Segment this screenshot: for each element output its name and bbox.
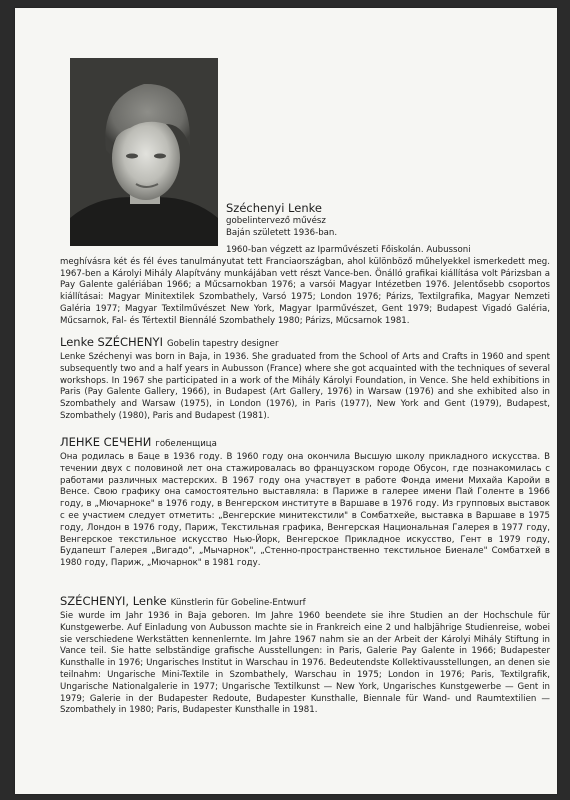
german-body-text: Sie wurde im Jahr 1936 in Baja geboren. Im Jahre 1960 beendete sie ihre Studien an der Hochschule für Kunstgewerbe. Auf Einladung von Aubusson machte sie in Frankreich eine 2 und halbjährige Studienreise, wobei sie verschiedene Werkstätten kennenlernte. Im Jahre 1967 nahm sie an der Arbeit der Károlyi Mihály Stiftung in Vance teil. Sie hatte selbständige grafische Ausstellungen: in Paris, Galerie Pay Galente in 1966; Budapester Kunsthalle in 1976; Ungarisches Institut in Warschau in 1976. Bedeutendste Kollektivausstellungen, an denen sie teilnahm: Ungarische Mini-Textile in Szombathely, Warschau in 1975; London in 1976; Paris, Textilgrafik, Ungarische Nationalgalerie in 1977; Ungarische Textilkunst — New York, Ungarisches Kunstgewerbe — Gent in 1979; Galerie in der Budapester Redoute, Budapester Kunsthalle, Biennale für Wand- und Raumtextilien — Szombathely in 1980; Paris, Budapester Kunsthalle in 1981.	[60, 611, 550, 716]
russian-subtitle: гобеленщица	[155, 439, 217, 449]
russian-name: ЛЕНКЕ СЕЧЕНИ	[60, 435, 152, 449]
hungarian-biography	[60, 245, 550, 328]
german-subtitle: Künstlerin für Gobeline-Entwurf	[170, 598, 306, 608]
english-section	[60, 335, 550, 423]
russian-section	[60, 435, 550, 570]
russian-heading	[60, 435, 550, 452]
english-body-text: Lenke Széchenyi was born in Baja, in 1936. She graduated from the School of Arts and Crafts in 1960 and spent subsequently two and a half years in Aubusson (France) where she got acquainted with the techniques of several workshops. In 1967 she participated in a work of the Mihály Károlyi Foundation, in Vence. She held exhibitions in Paris (Pay Galente Gallery, 1966), in Budapest (Art Gallery, 1976) in Warsaw (1976) and she exhibited also in Szombathely and Warsaw (1975), in London (1976), in Paris (1977), New York and Gent (1979), Budapest, Szombathely (1980), Paris and Budapest (1981).	[60, 352, 550, 421]
hungarian-birth: Baján született 1936-ban.	[226, 227, 338, 238]
hungarian-header	[226, 201, 546, 239]
russian-body-text: Она родилась в Баце в 1936 году. В 1960 году она окончила Высшую школу прикладного искусства. В течении двух с половиной лет она стажировалась во французском городе Обусон, где познакомилась с работами различных мастерских. В 1967 году она участвует в работе Фонда имени Михайа Каройи в Венсе. Свою графику она самостоятельно выставляла: в Париже в галерее имени Пай Голенте в 1966 году, в „Мючарноке" в 1976 году, в Венгерском институте в Варшаве в 1976 году. Из групповых выставок с ее участием следует отметить: „Венгерские минитекстили" в Сомбатхейе, выставка в Варшаве в 1975 году, Лондон в 1976 году, Париж, Текстильная графика, Венгерская Национальная Галерея в 1977 году, Венгерское текстильное искусство Нью-Йорк, Венгерское Прикладное искусство, Гент в 1979 году, Будапешт Галерея „Вигадо", „Мычарнок", „Стенно-пространственно текстильное Биенале" Сомбатхей в 1980 году, Париж, „Мючарнок" в 1981 году.	[60, 452, 550, 569]
english-subtitle: Gobelin tapestry designer	[166, 339, 279, 349]
document-sheet	[15, 8, 557, 794]
german-section	[60, 594, 550, 717]
english-heading	[60, 335, 550, 352]
hungarian-body-first-line: 1960-ban végzett az Iparművészeti Főiskolán. Aubussoni	[226, 245, 471, 255]
portrait-photo	[70, 58, 218, 246]
english-name: Lenke SZÉCHENYI	[60, 335, 163, 349]
portrait-image	[70, 58, 218, 246]
hungarian-body-text: meghívásra két és fél éves tanulmányutat tett Franciaországban, ahol különböző műhelyekkel ismerkedett meg. 1967-ben a Károlyi Mihály Alapítvány munkájában vett részt Vance-ben. Önálló grafikai kiállítása volt Párizsban a Pay Galente galériában 1966; a Műcsarnokban 1976; a varsói Magyar Intézetben 1976. Jelentősebb csoportos kiállításai: Magyar Minitextilek Szombathely, Varsó 1975; London 1976; Párizs, Textilgrafika, Magyar Nemzeti Galéria 1977; Magyar Textilművészet New York, Magyar Iparművészet, Gent 1979; Budapest Vigadó Galéria, Műcsarnok, Fal- és Tértextil Biennálé Szombathely 1980; Párizs, Műcsarnok 1981.	[60, 256, 550, 326]
hungarian-title: gobelintervező művész	[226, 216, 326, 226]
german-heading	[60, 594, 550, 611]
hungarian-name: Széchenyi Lenke	[226, 201, 322, 215]
german-name: SZÉCHENYI, Lenke	[60, 594, 167, 608]
